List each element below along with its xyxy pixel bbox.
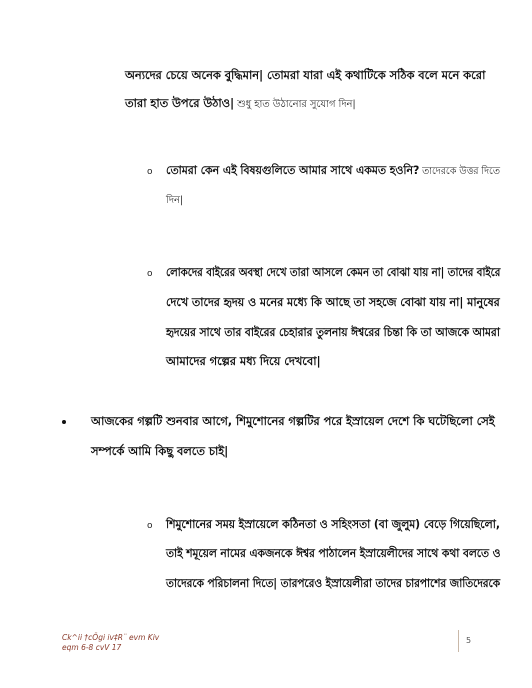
paragraph-line: আমাদের গল্পের মধ্য দিয়ে দেখবো| [166, 354, 321, 368]
question-line [166, 191, 183, 209]
page-number: 5 [466, 636, 472, 645]
circle-bullet-icon: o [147, 167, 153, 177]
instruction-text: তারা হাত উপরে উঠাও| [125, 96, 235, 110]
paragraph-line: সম্পর্কে আমি কিছু বলতে চাই| [91, 444, 229, 458]
teacher-note: তাদেরকে উত্তর দিতে [419, 166, 500, 177]
teacher-note: দিন| [166, 195, 184, 206]
paragraph-line: আজকের গল্পটি শুনবার আগে, শিমুশোনের গল্পটির পরে ইস্রায়েল দেশে কি ঘটেছিলো সেই [91, 414, 495, 428]
footer-divider [458, 630, 459, 652]
paragraph-line: অন্যদের চেয়ে অনেক বুদ্ধিমান| তোমরা যারা এই কথাটিকে সঠিক বলে মনে করো [125, 68, 486, 82]
paragraph-line: হৃদয়ের সাথে তার বাইরের চেহারার তুলনায় ঈশ্বরের চিন্তা কি তা আজকে আমরা [166, 325, 500, 339]
dot-bullet-icon [62, 420, 66, 424]
teacher-note: শুধু হাত উঠানোর সুযোগ দিন| [234, 99, 356, 110]
paragraph-line [125, 95, 356, 113]
question-line [166, 162, 500, 180]
question-text: তোমরা কেন এই বিষয়গুলিতে আমার সাথে একমত হওনি? [166, 163, 420, 177]
footer-title: Ck^ii †cÖgi iv‡R¨ evm Kiv [62, 633, 160, 642]
circle-bullet-icon: o [147, 269, 153, 279]
paragraph-line: শিমুশোনের সময় ইস্রায়েলে কঠিনতা ও সহিংসতা (বা জুলুম) বেড়ে গিয়েছিলো, [166, 517, 500, 531]
paragraph-line: তাই শমূয়েল নামের একজনকে ঈশ্বর পাঠালেন ইস্রায়েলীদের সাথে কথা বলতে ও [166, 546, 501, 560]
footer-subtitle: eqm 6-8 cvV 17 [62, 643, 122, 652]
paragraph-line: দেখে তাদের হৃদয় ও মনের মধ্যে কি আছে তা সহজে বোঝা যায় না| মানুষের [166, 295, 500, 309]
circle-bullet-icon: o [147, 521, 153, 531]
paragraph-line: লোকদের বাইরের অবস্থা দেখে তারা আসলে কেমন তা বোঝা যায় না| তাদের বাইরে [166, 265, 501, 279]
paragraph-line: তাদেরকে পরিচালনা দিতে| তারপরেও ইস্রায়েলীরা তাদের চারপাশের জাতিদেরকে [166, 576, 501, 590]
